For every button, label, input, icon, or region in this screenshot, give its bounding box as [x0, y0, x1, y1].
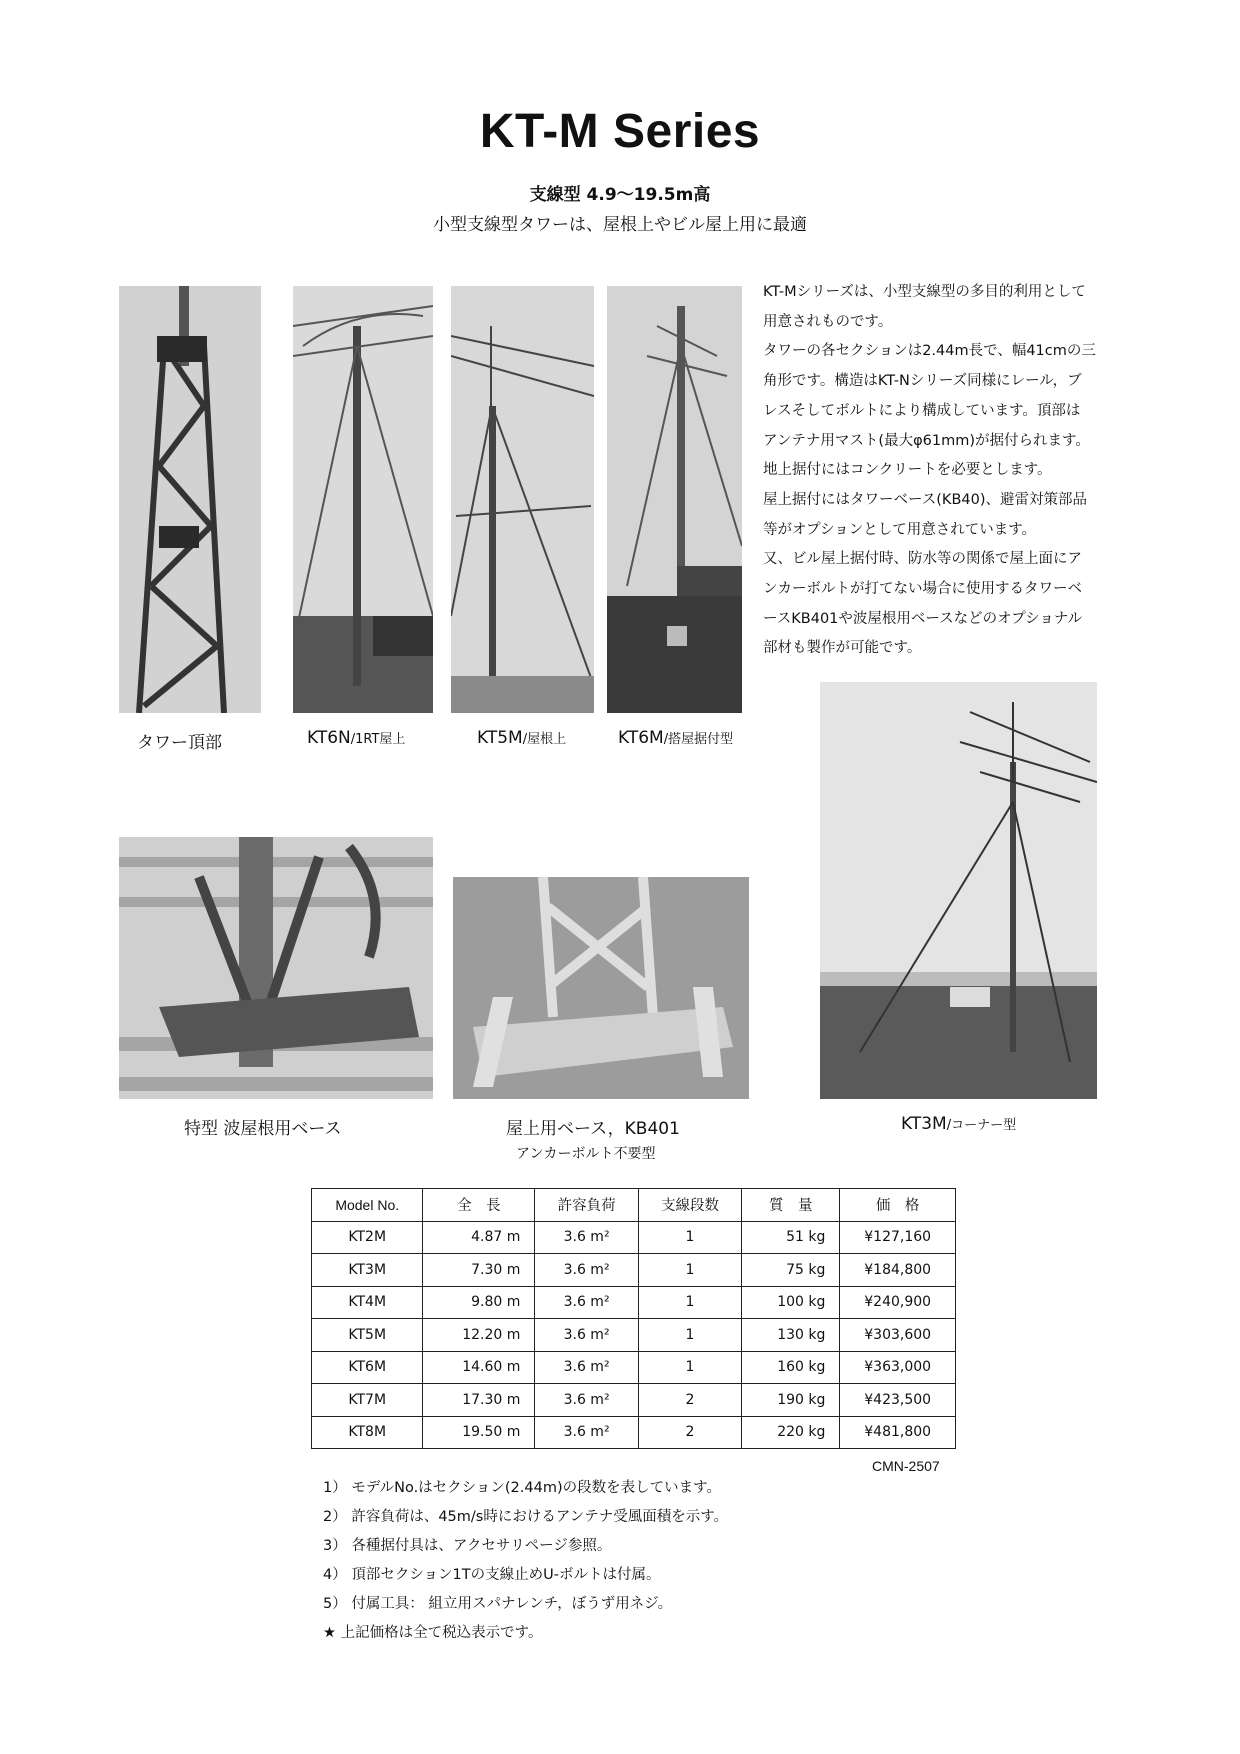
- caption-kt6n: [307, 728, 405, 748]
- description: [763, 278, 1153, 664]
- note-item: ★ 上記価格は全て税込表示です。: [323, 1625, 543, 1641]
- description-line: 角形です。構造はKT-Nシリーズ同様にレール，ブ: [763, 373, 1082, 390]
- table-header-row: [312, 1189, 956, 1222]
- cell-model: KT8M: [312, 1416, 423, 1449]
- cell-model: KT2M: [312, 1221, 423, 1254]
- subtitle: 支線型 4.9〜19.5m高: [529, 185, 711, 205]
- cell-price: ¥363,000: [840, 1351, 956, 1384]
- photo-kt3m: [820, 682, 1097, 1099]
- caption-kt5m: [477, 728, 566, 748]
- note-item: 4） 頂部セクション1Tの支線止めU-ボルトは付属。: [323, 1567, 661, 1583]
- header-price: 価 格: [840, 1189, 956, 1222]
- cell-price: ¥184,800: [840, 1254, 956, 1287]
- table-row: [312, 1416, 956, 1449]
- caption-kt6m: [618, 728, 733, 748]
- cell-model: KT4M: [312, 1286, 423, 1319]
- description-line: 地上据付にはコンクリートを必要とします。: [763, 462, 1052, 479]
- caption-tower-top: タワー頂部: [137, 733, 222, 753]
- description-line: 屋上据付にはタワーベース(KB40)、避雷対策部品: [763, 491, 1087, 508]
- cell-length: 14.60 m: [423, 1351, 535, 1384]
- cell-length: 7.30 m: [423, 1254, 535, 1287]
- description-line: タワーの各セクションは2.44m長で、幅41cmの三: [763, 343, 1096, 360]
- header-load: 許容負荷: [535, 1189, 638, 1222]
- caption-kt5m-sub: /屋根上: [522, 732, 567, 747]
- table-row: [312, 1384, 956, 1417]
- cell-load: 3.6 m²: [535, 1351, 638, 1384]
- description-line: ンカーボルトが打てない場合に使用するタワーベ: [763, 581, 1082, 598]
- caption-roof-base-sub: アンカーボルト不要型: [516, 1146, 656, 1162]
- spec-table: [311, 1188, 956, 1449]
- caption-kt3m: [901, 1114, 1016, 1134]
- cell-model: KT5M: [312, 1319, 423, 1352]
- description-line: KT-Mシリーズは、小型支線型の多目的利用として: [763, 284, 1086, 300]
- caption-wave-base: 特型 波屋根用ベース: [184, 1119, 342, 1139]
- cell-weight: 130 kg: [742, 1319, 840, 1352]
- page-title: KT-M Series: [479, 105, 761, 158]
- cell-guy-levels: 2: [638, 1384, 741, 1417]
- header-guy-levels: 支線段数: [638, 1189, 741, 1222]
- cell-length: 9.80 m: [423, 1286, 535, 1319]
- caption-kt6m-main: KT6M: [618, 728, 664, 748]
- cell-price: ¥481,800: [840, 1416, 956, 1449]
- cell-length: 19.50 m: [423, 1416, 535, 1449]
- description-line: ースKB401や波屋根用ベースなどのオプショナル: [763, 610, 1083, 627]
- caption-kt6n-sub: /1RT屋上: [350, 732, 406, 747]
- cell-model: KT6M: [312, 1351, 423, 1384]
- note-item: 1） モデルNo.はセクション(2.44m)の段数を表しています。: [323, 1480, 721, 1496]
- header-model: Model No.: [312, 1189, 423, 1222]
- cell-guy-levels: 2: [638, 1416, 741, 1449]
- caption-kt5m-main: KT5M: [477, 728, 523, 748]
- photo-kt5m: [451, 286, 594, 713]
- caption-roof-base: 屋上用ベース，KB401: [506, 1119, 680, 1139]
- description-line: レスそしてボルトにより構成しています。頂部は: [763, 402, 1081, 419]
- header-length: 全 長: [423, 1189, 535, 1222]
- notes: [323, 1474, 728, 1648]
- description-line: 等がオプションとして用意されています。: [763, 521, 1037, 538]
- cell-load: 3.6 m²: [535, 1286, 638, 1319]
- cell-price: ¥240,900: [840, 1286, 956, 1319]
- cell-guy-levels: 1: [638, 1254, 741, 1287]
- cell-guy-levels: 1: [638, 1286, 741, 1319]
- cell-weight: 220 kg: [742, 1416, 840, 1449]
- caption-kt3m-main: KT3M: [901, 1114, 947, 1134]
- cell-price: ¥127,160: [840, 1221, 956, 1254]
- cell-guy-levels: 1: [638, 1351, 741, 1384]
- description-line: 又、ビル屋上据付時、防水等の関係で屋上面にア: [763, 551, 1082, 568]
- header-weight: 質 量: [742, 1189, 840, 1222]
- cell-guy-levels: 1: [638, 1221, 741, 1254]
- note-item: 3） 各種据付具は、アクセサリページ参照。: [323, 1538, 612, 1554]
- photo-kt6n: [293, 286, 433, 713]
- table-row: [312, 1351, 956, 1384]
- cell-load: 3.6 m²: [535, 1254, 638, 1287]
- table-row: [312, 1319, 956, 1352]
- cell-length: 12.20 m: [423, 1319, 535, 1352]
- note-item: 5） 付属工具： 組立用スパナレンチ，ぼうず用ネジ。: [323, 1596, 673, 1612]
- cell-weight: 100 kg: [742, 1286, 840, 1319]
- description-line: アンテナ用マスト(最大φ61mm)が据付られます。: [763, 432, 1090, 449]
- cell-weight: 190 kg: [742, 1384, 840, 1417]
- cell-load: 3.6 m²: [535, 1384, 638, 1417]
- cell-weight: 75 kg: [742, 1254, 840, 1287]
- cell-load: 3.6 m²: [535, 1221, 638, 1254]
- cell-price: ¥303,600: [840, 1319, 956, 1352]
- caption-kt3m-sub: /コーナー型: [946, 1118, 1017, 1133]
- photo-roof-base: [453, 877, 749, 1099]
- cell-length: 17.30 m: [423, 1384, 535, 1417]
- description-line: 用意されものです。: [763, 313, 893, 330]
- document-code: CMN-2507: [872, 1458, 940, 1474]
- description-line: 部材も製作が可能です。: [763, 640, 922, 657]
- table-row: [312, 1221, 956, 1254]
- cell-load: 3.6 m²: [535, 1416, 638, 1449]
- note-item: 2） 許容負荷は、45m/s時におけるアンテナ受風面積を示す。: [323, 1509, 729, 1525]
- caption-kt6m-sub: /搭屋据付型: [663, 732, 734, 747]
- cell-guy-levels: 1: [638, 1319, 741, 1352]
- photo-wave-base: [119, 837, 433, 1099]
- cell-load: 3.6 m²: [535, 1319, 638, 1352]
- caption-kt6n-main: KT6N: [307, 728, 351, 748]
- cell-model: KT3M: [312, 1254, 423, 1287]
- cell-length: 4.87 m: [423, 1221, 535, 1254]
- cell-price: ¥423,500: [840, 1384, 956, 1417]
- cell-weight: 160 kg: [742, 1351, 840, 1384]
- photo-tower-top: [119, 286, 261, 713]
- cell-model: KT7M: [312, 1384, 423, 1417]
- tagline: 小型支線型タワーは、屋根上やビル屋上用に最適: [433, 215, 807, 235]
- photo-kt6m: [607, 286, 742, 713]
- cell-weight: 51 kg: [742, 1221, 840, 1254]
- table-row: [312, 1286, 956, 1319]
- table-row: [312, 1254, 956, 1287]
